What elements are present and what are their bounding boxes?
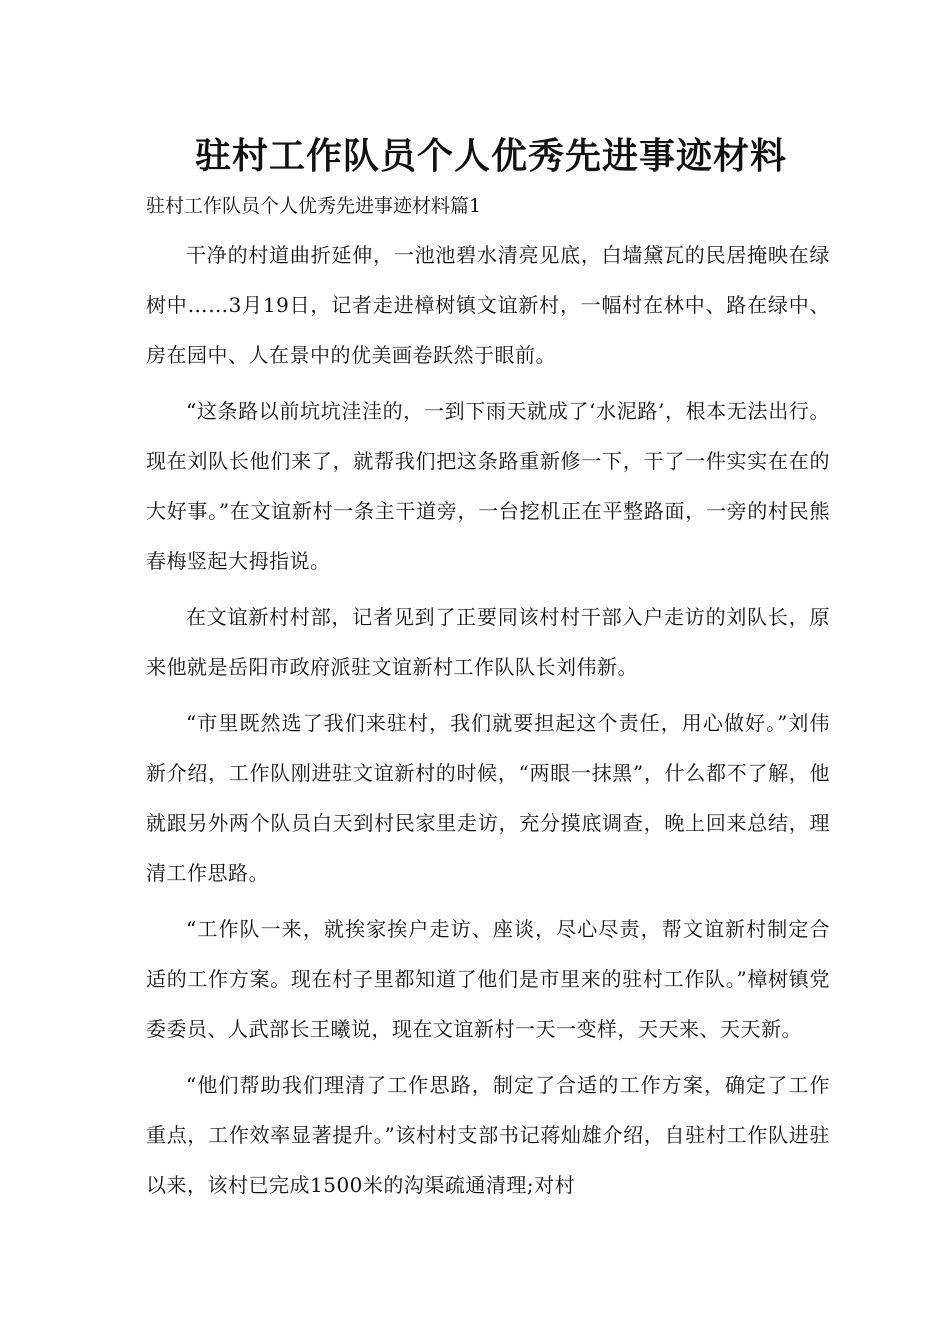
- paragraph-6: “他们帮助我们理清了工作思路，制定了合适的工作方案，确定了工作重点，工作效率显著提升。”该村村支部书记蒋灿雄介绍，自驻村工作队进驻以来，该村已完成1500米的沟渠疏通清理;对村: [146, 1073, 830, 1197]
- document-title: 驻村工作队员个人优秀先进事迹材料: [194, 135, 787, 177]
- paragraph-2: “这条路以前坑坑洼洼的，一到下雨天就成了‘水泥路’，根本无法出行。现在刘队长他们来了，就帮我们把这条路重新修一下，干了一件实实在在的大好事。”在文谊新村一条主干道旁，一台挖机正在平整路面，一旁的村民熊春梅竖起大拇指说。: [146, 399, 830, 573]
- paragraph-4: “市里既然选了我们来驻村，我们就要担起这个责任，用心做好。”刘伟新介绍，工作队刚进驻文谊新村的时候，“两眼一抹黑”，什么都不了解，他就跟另外两个队员白天到村民家里走访，充分摸底调查，晚上回来总结，理清工作思路。: [146, 711, 830, 885]
- document-subtitle: 驻村工作队员个人优秀先进事迹材料篇1: [146, 195, 482, 217]
- paragraph-5: “工作队一来，就挨家挨户走访、座谈，尽心尽责，帮文谊新村制定合适的工作方案。现在村子里都知道了他们是市里来的驻村工作队。”樟树镇党委委员、人武部长王曦说，现在文谊新村一天一变样，天天来、天天新。: [146, 917, 830, 1041]
- paragraph-3: 在文谊新村村部，记者见到了正要同该村村干部入户走访的刘队长，原来他就是岳阳市政府派驻文谊新村工作队队长刘伟新。: [146, 605, 830, 679]
- paragraph-1: 干净的村道曲折延伸，一池池碧水清亮见底，白墙黛瓦的民居掩映在绿树中……3月19日，记者走进樟树镇文谊新村，一幅村在林中、路在绿中、房在园中、人在景中的优美画卷跃然于眼前。: [146, 243, 830, 367]
